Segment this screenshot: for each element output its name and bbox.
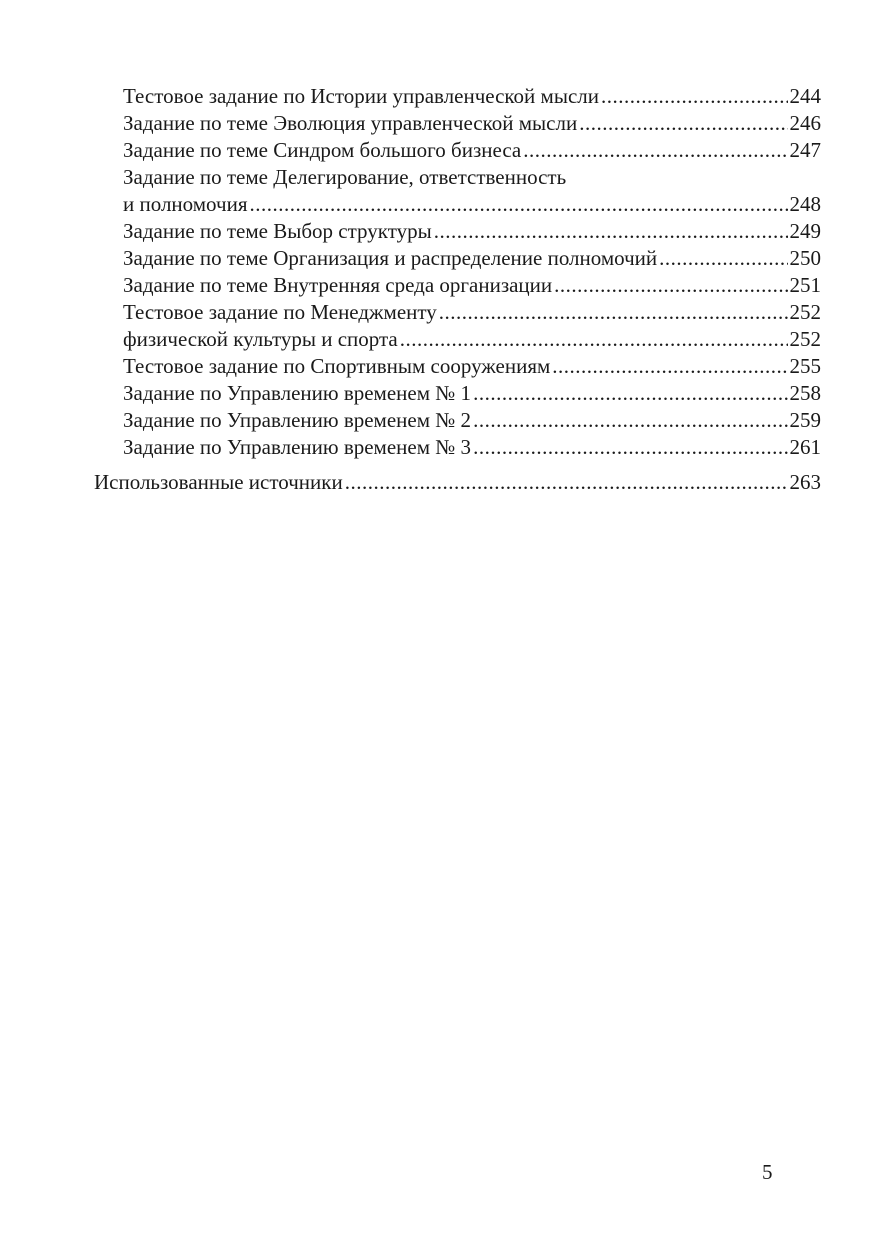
toc-entry-page: 244 [789,84,821,108]
toc-entry [94,272,821,299]
toc-leader-dots [579,110,787,137]
toc-entry-title: Задание по теме Внутренняя среда организации [123,273,553,297]
toc-entry-page: 249 [789,219,821,243]
toc-entry-title: Задание по Управлению временем № 3 [123,435,472,459]
toc-entry-title: Задание по теме Выбор структуры [123,219,432,243]
toc-entry-page: 252 [789,327,821,351]
toc-entry-title: Задание по теме Эволюция управленческой мысли [123,111,578,135]
toc-entry [94,191,821,218]
toc-entry-page: 259 [789,408,821,432]
toc-entry-page: 251 [789,273,821,297]
toc-entry-title: Задание по Управлению временем № 2 [123,408,472,432]
toc-entry-page: 258 [789,381,821,405]
toc-entry-title: Задание по Управлению временем № 1 [123,381,472,405]
toc-entry-page: 246 [789,111,821,135]
toc-entry-page: 247 [789,138,821,162]
toc-leader-dots [473,407,787,434]
toc-leader-dots [552,353,787,380]
toc-entry-title: и полномочия [123,192,248,216]
toc-entry-title: Тестовое задание по Спортивным сооружениям [123,354,551,378]
toc-entry [94,407,821,434]
toc-entry [94,326,821,353]
toc-entry-first-line [94,164,821,191]
toc-entry-page: 248 [789,192,821,216]
toc-entry-title: физической культуры и спорта [123,327,398,351]
toc-leader-dots [473,380,787,407]
page-number: 5 [762,1160,773,1184]
toc-entry [94,299,821,326]
toc-entry-page: 261 [789,435,821,459]
toc-entry-title: Использованные источники [94,470,343,494]
toc-entry-page: 255 [789,354,821,378]
toc-leader-dots [473,434,787,461]
toc-entry [94,469,821,496]
toc-leader-dots [601,83,788,110]
toc-leader-dots [434,218,788,245]
toc-entry-title: Тестовое задание по Истории управленческой мысли [123,84,599,108]
toc-entry [94,353,821,380]
toc-entry [94,137,821,164]
toc-entry [94,110,821,137]
toc-entry [94,434,821,461]
table-of-contents [94,83,821,496]
toc-leader-dots [345,469,788,496]
toc-entry-page: 263 [789,470,821,494]
toc-leader-dots [523,137,787,164]
toc-leader-dots [554,272,787,299]
toc-entry-title: Тестовое задание по Менеджменту [123,300,437,324]
toc-entry [94,218,821,245]
toc-entry [94,380,821,407]
toc-entry-title: Задание по теме Делегирование, ответственность [123,165,567,189]
toc-leader-dots [400,326,788,353]
toc-entry [94,245,821,272]
toc-leader-dots [249,191,787,218]
toc-leader-dots [439,299,788,326]
toc-leader-dots [659,245,787,272]
toc-entry-title: Задание по теме Синдром большого бизнеса [123,138,522,162]
toc-entry [94,83,821,110]
toc-entry-title: Задание по теме Организация и распределение полномочий [123,246,658,270]
toc-entry-page: 250 [789,246,821,270]
toc-entry-page: 252 [789,300,821,324]
